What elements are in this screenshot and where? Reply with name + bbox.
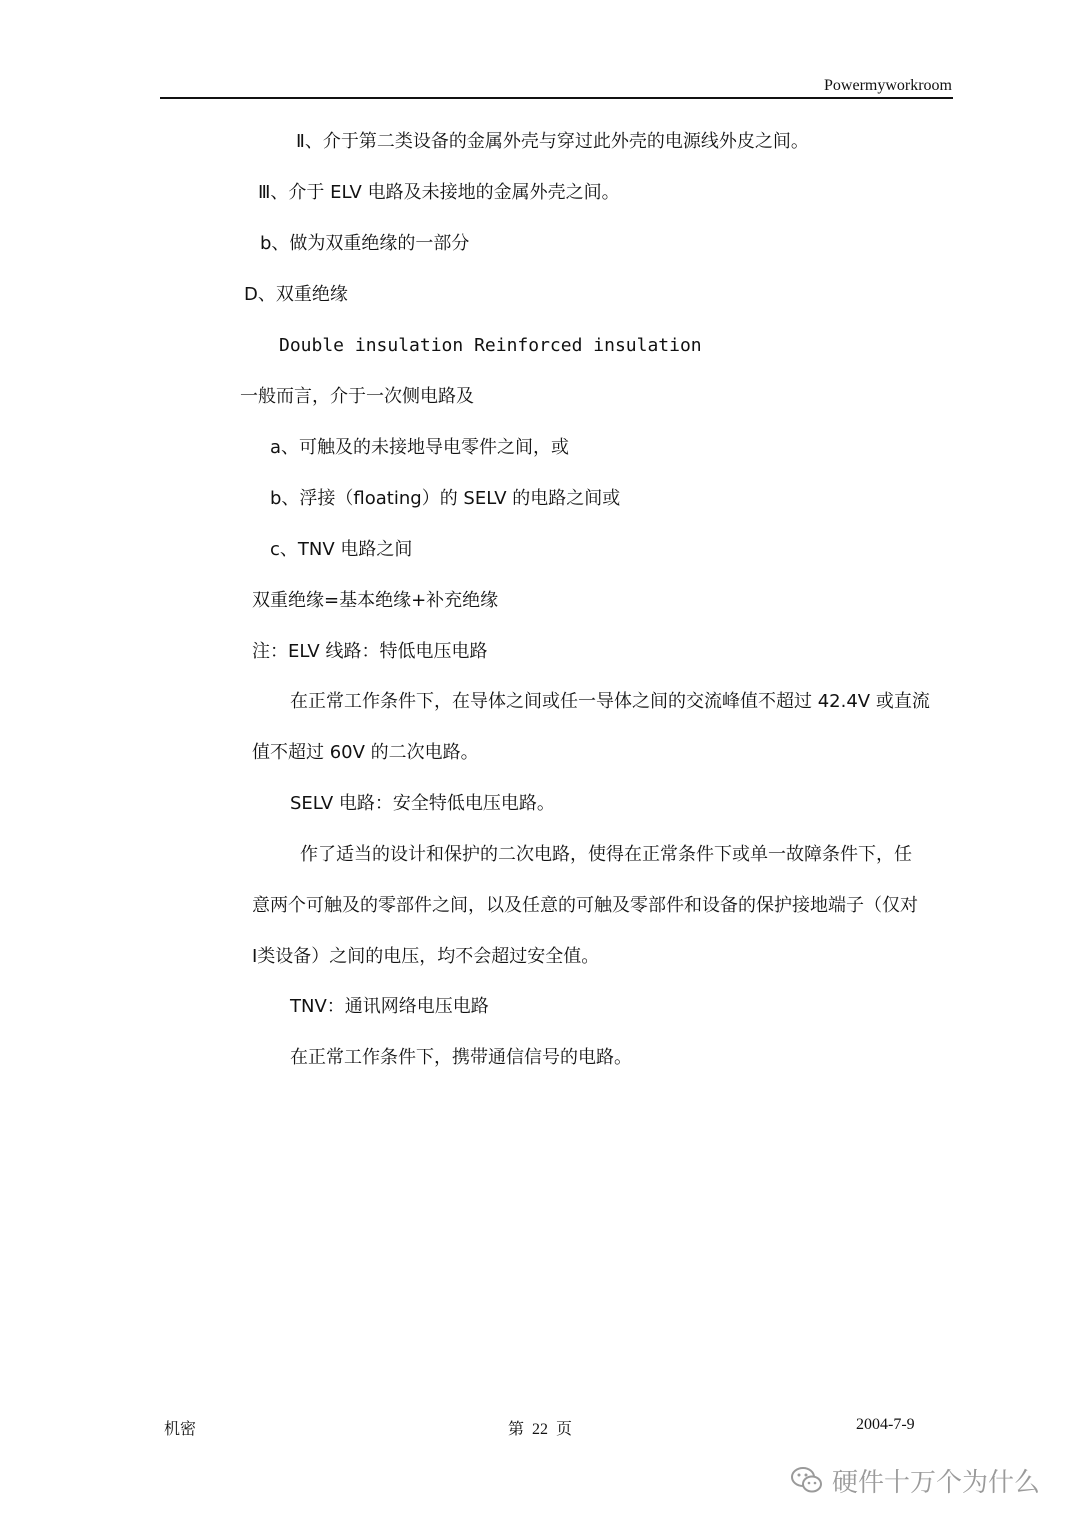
body-line: Double insulation Reinforced insulation xyxy=(279,335,702,356)
body-line: D、双重绝缘 xyxy=(244,284,348,305)
header-rule xyxy=(160,97,953,99)
body-line: b、浮接（floating）的 SELV 的电路之间或 xyxy=(270,488,621,509)
body-line: 作了适当的设计和保护的二次电路，使得在正常条件下或单一故障条件下，任 xyxy=(300,844,912,865)
footer-left: 机密 xyxy=(164,1421,197,1438)
body-line: 双重绝缘=基本绝缘+补充绝缘 xyxy=(252,590,499,611)
body-line: 注：ELV 线路：特低电压电路 xyxy=(252,641,488,662)
body-line: 一般而言，介于一次侧电路及 xyxy=(240,386,474,407)
body-line: b、做为双重绝缘的一部分 xyxy=(260,233,470,254)
body-line: a、可触及的未接地导电零件之间，或 xyxy=(270,437,570,458)
footer-date: 2004-7-9 xyxy=(856,1416,915,1433)
body-line: TNV：通讯网络电压电路 xyxy=(290,996,489,1017)
watermark xyxy=(790,1460,1040,1500)
header-text: Powermyworkroom xyxy=(824,77,952,94)
body-line: SELV 电路：安全特低电压电路。 xyxy=(290,793,555,814)
body-line: c、TNV 电路之间 xyxy=(270,539,413,560)
body-line: 在正常工作条件下，在导体之间或任一导体之间的交流峰值不超过 42.4V 或直流 xyxy=(290,691,930,712)
footer-page-number: 第 22 页 xyxy=(508,1421,573,1438)
wechat-icon xyxy=(790,1465,824,1495)
body-line: Ⅲ、介于 ELV 电路及未接地的金属外壳之间。 xyxy=(258,182,620,203)
body-line: 在正常工作条件下，携带通信信号的电路。 xyxy=(290,1047,632,1068)
watermark-text: 硬件十万个为什么 xyxy=(832,1467,1041,1498)
body-line: 意两个可触及的零部件之间，以及任意的可触及零部件和设备的保护接地端子（仅对 xyxy=(252,895,918,916)
body-line: 值不超过 60V 的二次电路。 xyxy=(252,742,479,763)
body-line: Ⅱ、介于第二类设备的金属外壳与穿过此外壳的电源线外皮之间。 xyxy=(296,131,809,152)
body-line: Ⅰ类设备）之间的电压，均不会超过安全值。 xyxy=(252,946,600,967)
